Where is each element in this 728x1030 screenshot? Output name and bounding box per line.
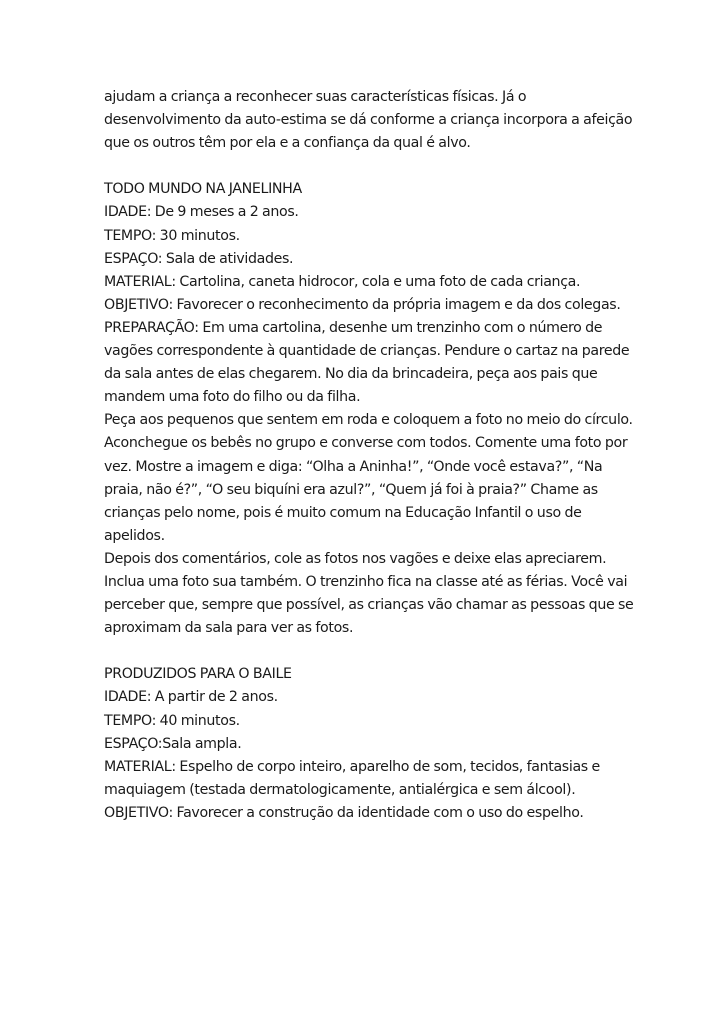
document-body <box>104 86 664 825</box>
activity-line: aproximam da sala para ver as fotos. <box>104 620 354 637</box>
activity-line: mandem uma foto do filho ou da filha. <box>104 389 361 406</box>
activity-line: perceber que, sempre que possível, as crianças vão chamar as pessoas que se <box>104 597 634 614</box>
activity-line: TEMPO: 40 minutos. <box>104 712 240 729</box>
activity-line: MATERIAL: Cartolina, caneta hidrocor, cola e uma foto de cada criança. <box>104 273 581 290</box>
activity-line: OBJETIVO: Favorecer o reconhecimento da própria imagem e da dos colegas. <box>104 296 621 313</box>
activity-line: Inclua uma foto sua também. O trenzinho fica na classe até as férias. Você vai <box>104 573 628 590</box>
activity-line: Peça aos pequenos que sentem em roda e coloquem a foto no meio do círculo. <box>104 412 633 429</box>
activity-line: vez. Mostre a imagem e diga: “Olha a Aninha!”, “Onde você estava?”, “Na <box>104 458 603 475</box>
activity-line: apelidos. <box>104 527 165 544</box>
intro-line: que os outros têm por ela e a confiança da qual é alvo. <box>104 135 471 152</box>
activity-line: IDADE: De 9 meses a 2 anos. <box>104 204 299 221</box>
paragraph-spacer <box>104 640 664 663</box>
activity-line: IDADE: A partir de 2 anos. <box>104 689 278 706</box>
activity-line: OBJETIVO: Favorecer a construção da identidade com o uso do espelho. <box>104 804 584 821</box>
activity-title: TODO MUNDO NA JANELINHA <box>104 181 302 198</box>
activity-line: ESPAÇO:Sala ampla. <box>104 735 242 752</box>
activity-line: Aconchegue os bebês no grupo e converse com todos. Comente uma foto por <box>104 435 628 452</box>
activity-line: crianças pelo nome, pois é muito comum na Educação Infantil o uso de <box>104 504 582 521</box>
intro-line: desenvolvimento da auto-estima se dá conforme a criança incorpora a afeição <box>104 112 633 129</box>
activity-line: PREPARAÇÃO: Em uma cartolina, desenhe um trenzinho com o número de <box>104 319 603 336</box>
activity-line: Depois dos comentários, cole as fotos nos vagões e deixe elas apreciarem. <box>104 550 607 567</box>
paragraph-spacer <box>104 155 664 178</box>
intro-line: ajudam a criança a reconhecer suas características físicas. Já o <box>104 89 527 105</box>
activity-line: ESPAÇO: Sala de atividades. <box>104 250 294 267</box>
activity-line: vagões correspondente à quantidade de crianças. Pendure o cartaz na parede <box>104 343 630 360</box>
activity-title: PRODUZIDOS PARA O BAILE <box>104 666 292 683</box>
activity-line: TEMPO: 30 minutos. <box>104 227 240 244</box>
activity-line: praia, não é?”, “O seu biquíni era azul?”, “Quem já foi à praia?” Chame as <box>104 481 598 498</box>
activity-line: MATERIAL: Espelho de corpo inteiro, aparelho de som, tecidos, fantasias e <box>104 758 600 775</box>
activity-line: da sala antes de elas chegarem. No dia da brincadeira, peça aos pais que <box>104 366 598 383</box>
activity-line: maquiagem (testada dermatologicamente, antialérgica e sem álcool). <box>104 781 576 798</box>
